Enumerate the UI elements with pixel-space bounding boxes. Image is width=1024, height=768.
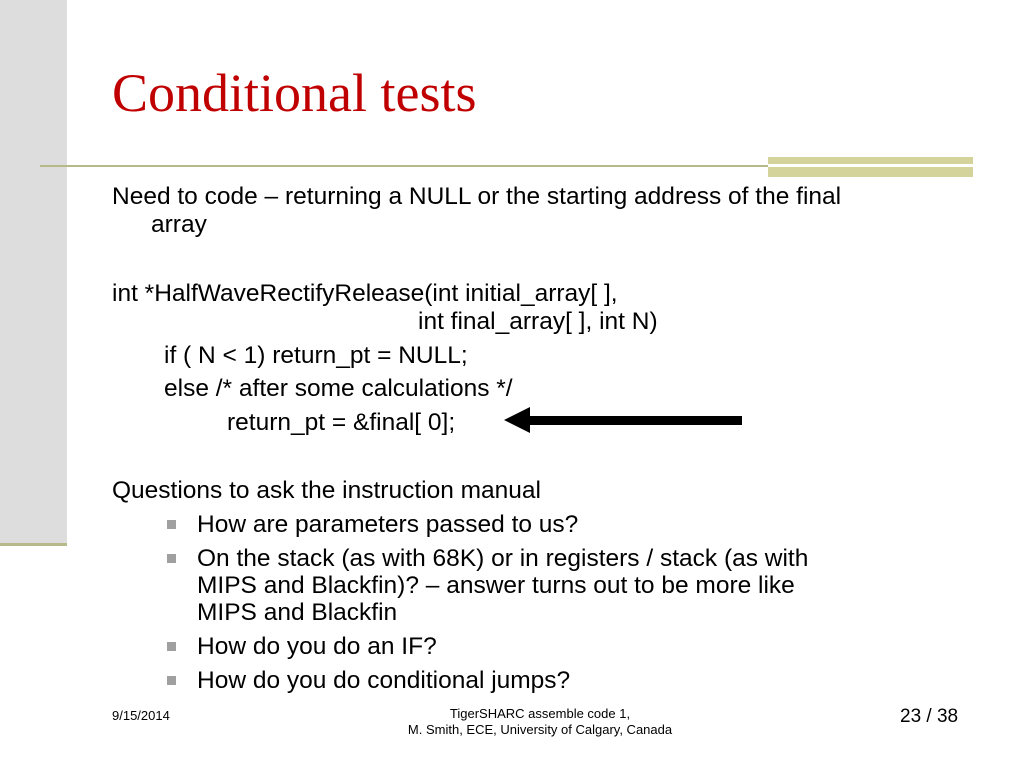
page-number: 23 / 38 <box>900 706 959 727</box>
bullet-item-3: How do you do an IF? <box>197 633 437 660</box>
bullet-item-1: How are parameters passed to us? <box>197 511 579 538</box>
left-arrow-icon <box>504 404 744 436</box>
left-decorative-panel <box>0 0 67 546</box>
left-panel-rule <box>0 543 67 546</box>
title-accent-block <box>768 157 973 177</box>
bullet-item-2-line-1: On the stack (as with 68K) or in registers / stack (as with <box>197 545 809 572</box>
code-line-return: return_pt = &final[ 0]; <box>227 409 456 436</box>
square-bullet-icon <box>167 554 176 563</box>
code-line-signature: int *HalfWaveRectifyRelease(int initial_array[ ], <box>112 280 618 307</box>
square-bullet-icon <box>167 642 176 651</box>
title-underline-rule <box>40 165 770 167</box>
square-bullet-icon <box>167 520 176 529</box>
bullet-item-2-line-3: MIPS and Blackfin <box>197 599 398 626</box>
bullet-item-2-line-2: MIPS and Blackfin)? – answer turns out to be more like <box>197 572 795 599</box>
intro-text-line-1: Need to code – returning a NULL or the starting address of the final <box>112 183 842 210</box>
bullet-item-4: How do you do conditional jumps? <box>197 667 571 694</box>
code-line-signature-cont: int final_array[ ], int N) <box>418 308 658 335</box>
square-bullet-icon <box>167 676 176 685</box>
questions-heading: Questions to ask the instruction manual <box>112 477 541 504</box>
slide-title: Conditional tests <box>112 63 477 123</box>
footer-date: 9/15/2014 <box>112 708 170 723</box>
title-accent-stripe <box>768 164 973 167</box>
intro-text-line-2: array <box>151 211 207 238</box>
footer-center-text <box>370 706 710 738</box>
footer-center-line-2: M. Smith, ECE, University of Calgary, Canada <box>407 722 673 737</box>
code-line-if: if ( N < 1) return_pt = NULL; <box>164 342 468 369</box>
code-line-else: else /* after some calculations */ <box>164 375 513 402</box>
footer-center-line-1: TigerSHARC assemble code 1, <box>449 706 631 721</box>
